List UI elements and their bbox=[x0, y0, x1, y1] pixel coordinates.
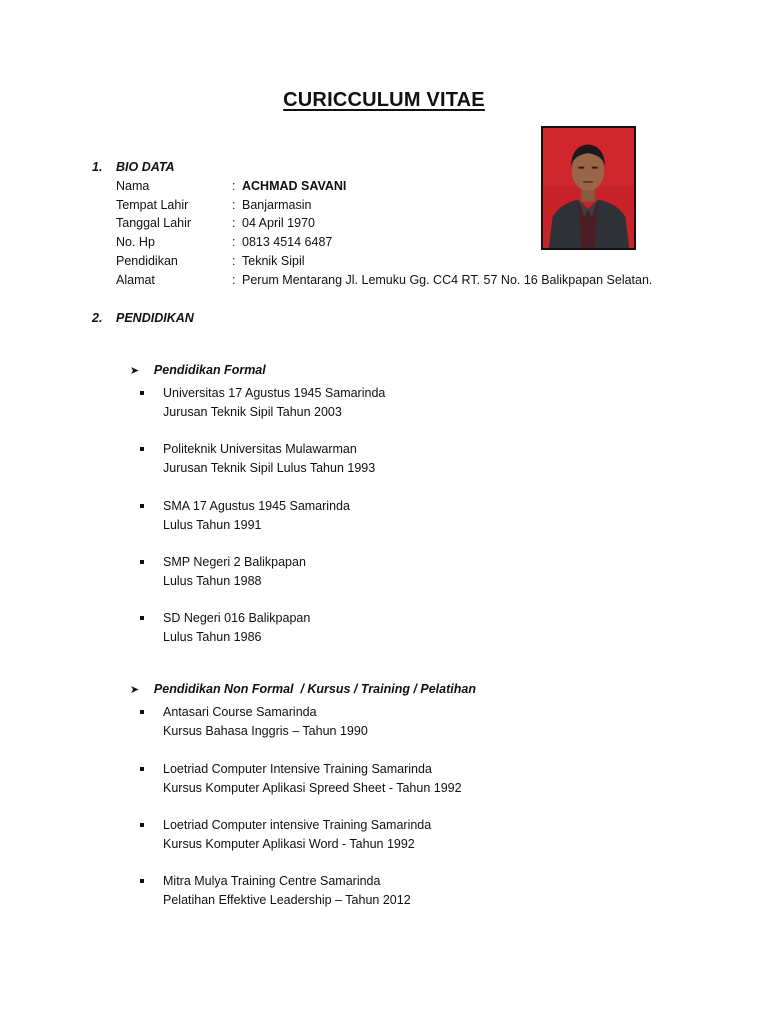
square-bullet-icon bbox=[140, 823, 144, 827]
arrowhead-bullet-icon: ➤ bbox=[129, 365, 140, 377]
section-education-heading: 2. PENDIDIKAN bbox=[92, 311, 194, 325]
bio-value: ACHMAD SAVANI bbox=[242, 179, 347, 193]
square-bullet-icon bbox=[140, 767, 144, 771]
formal-education-heading: ➤ Pendidikan Formal bbox=[129, 363, 266, 377]
square-bullet-icon bbox=[140, 447, 144, 451]
bio-label: Tempat Lahir bbox=[116, 198, 189, 212]
arrowhead-bullet-icon: ➤ bbox=[129, 684, 140, 696]
bio-label: Nama bbox=[116, 179, 150, 193]
cv-page: CURICCULUM VITAE 1. BIO DATA Nama : ACHMAD SAVANI Tempat Lahir : Banjarmasin Tanggal Lahir : 04 April 1970 No. Hp : 0813 4514 6487 Pendidikan : Teknik Sipil Alamat : Perum Mentarang Jl. Lemuku Gg. CC4 RT. 57 No. 16 Balikpapan Selatan. 2. PENDIDIKAN ➤ Pendidikan Formal Universitas 17 Agustus 1945 Samarinda Jurusan Teknik Sipil Tahun 2003 Politeknik Universitas Mulawarman Jurusan Teknik Sipil Lulus Tahun 1993 SMA 17 Agustus 1945 Samarinda Lulus Tahun 1991 SMP Negeri 2 Balikpapan Lulus Tahun 1988 SD Negeri 016 Balikpapan Lulus Tahun 1986 ➤ Pendidikan Non Formal / Kursus / Training / Pelatihan Antasari Course Samarinda Kursus Bahasa Inggris – Tahun 1990 Loetriad Computer Intensive Training Samarinda Kursus Komputer Aplikasi Spreed Sheet - Tahun 1992 Loetriad Computer intensive Training Samarinda Kursus Komputer Aplikasi Word - Tahun 1992 Mitra Mulya Training Centre Samarinda Pelatihan Effektive Leadership – Tahun 2012 bbox=[0, 0, 768, 1024]
square-bullet-icon bbox=[140, 504, 144, 508]
bio-label: Pendidikan bbox=[116, 254, 178, 268]
nonformal-education-heading: ➤ Pendidikan Non Formal / Kursus / Training / Pelatihan bbox=[129, 682, 476, 696]
bio-label: Alamat bbox=[116, 273, 155, 287]
bio-value: 0813 4514 6487 bbox=[242, 235, 333, 249]
square-bullet-icon bbox=[140, 710, 144, 714]
bio-value: Teknik Sipil bbox=[242, 254, 305, 268]
square-bullet-icon bbox=[140, 616, 144, 620]
bio-value: Perum Mentarang Jl. Lemuku Gg. CC4 RT. 57 No. 16 Balikpapan Selatan. bbox=[242, 273, 653, 287]
section-bio-heading: 1. BIO DATA bbox=[92, 160, 175, 174]
profile-photo bbox=[541, 126, 636, 250]
square-bullet-icon bbox=[140, 879, 144, 883]
square-bullet-icon bbox=[140, 391, 144, 395]
bio-value: 04 April 1970 bbox=[242, 216, 315, 230]
document-title: CURICCULUM VITAE bbox=[283, 89, 485, 111]
bio-label: No. Hp bbox=[116, 235, 155, 249]
bio-label: Tanggal Lahir bbox=[116, 216, 192, 230]
square-bullet-icon bbox=[140, 560, 144, 564]
bio-value: Banjarmasin bbox=[242, 198, 312, 212]
